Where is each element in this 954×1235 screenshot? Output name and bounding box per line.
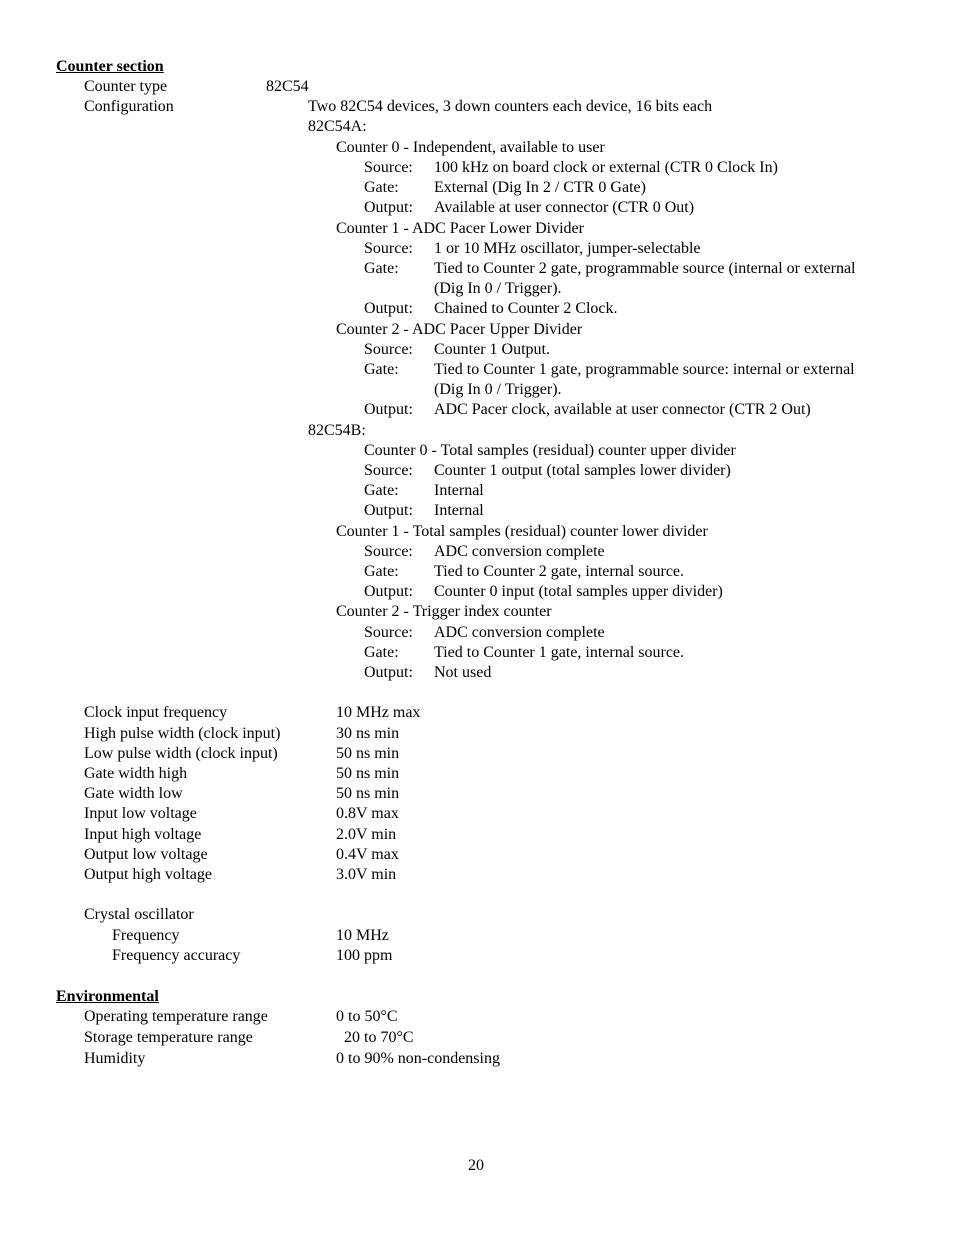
row-key: Source: [364,462,413,479]
spec-value: 0.4V max [336,846,399,863]
spec-label: Input low voltage [84,805,197,822]
spec-value: 30 ns min [336,725,400,742]
row-value: Available at user connector (CTR 0 Out) [434,199,695,216]
spec-label: Storage temperature range [84,1029,253,1046]
spec-value: 0.8V max [336,805,399,822]
row-value: Internal [434,482,484,499]
spec-value: 10 MHz max [336,704,421,721]
spec-label: Gate width low [84,785,183,802]
spec-value: 0 to 90% non-condensing [336,1050,500,1067]
counter-title: Counter 1 - ADC Pacer Lower Divider [336,220,584,237]
counter-title: Counter 0 - Independent, available to user [336,139,605,156]
row-key: Gate: [364,260,399,277]
row-key: Output: [364,401,413,418]
spec-label: Input high voltage [84,826,202,843]
row-key: Gate: [364,361,399,378]
row-key: Gate: [364,644,399,661]
row-key: Output: [364,502,413,519]
row-key: Source: [364,341,413,358]
row-key: Output: [364,583,413,600]
row-value: Tied to Counter 1 gate, programmable source: internal or external [434,361,855,378]
environmental-heading: Environmental [56,988,159,1005]
spec-value: 20 to 70°C [336,1029,414,1046]
spec-value: 10 MHz [336,927,389,944]
crystal-oscillator-label: Crystal oscillator [84,906,194,923]
spec-label: Clock input frequency [84,704,228,721]
row-value: Internal [434,502,484,519]
row-value: Counter 1 Output. [434,341,550,358]
spec-value: 50 ns min [336,765,400,782]
spec-value: 3.0V min [336,866,397,883]
row-key: Output: [364,300,413,317]
configuration-value: Two 82C54 devices, 3 down counters each device, 16 bits each [308,98,713,115]
counter-type-value: 82C54 [266,78,309,95]
row-value: Tied to Counter 2 gate, programmable source (internal or external [434,260,856,277]
row-value: ADC conversion complete [434,543,605,560]
row-value-continued: (Dig In 0 / Trigger). [434,381,562,398]
counter-title: Counter 1 - Total samples (residual) counter lower divider [336,523,708,540]
row-key: Source: [364,624,413,641]
spec-value: 100 ppm [336,947,393,964]
row-value-continued: (Dig In 0 / Trigger). [434,280,562,297]
spec-value: 50 ns min [336,785,400,802]
spec-label: Operating temperature range [84,1008,268,1025]
spec-label: Humidity [84,1050,146,1067]
row-value: Tied to Counter 2 gate, internal source. [434,563,685,580]
device-name: 82C54B: [308,422,366,439]
spec-label: Frequency [112,927,180,944]
row-value: Not used [434,664,492,681]
row-value: Chained to Counter 2 Clock. [434,300,618,317]
row-key: Gate: [364,563,399,580]
row-value: 100 kHz on board clock or external (CTR 0 Clock In) [434,159,778,176]
row-value: External (Dig In 2 / CTR 0 Gate) [434,179,646,196]
row-key: Source: [364,543,413,560]
spec-label: Output low voltage [84,846,208,863]
row-value: 1 or 10 MHz oscillator, jumper-selectable [434,240,701,257]
spec-label: Output high voltage [84,866,212,883]
row-value: Tied to Counter 1 gate, internal source. [434,644,685,661]
row-value: Counter 0 input (total samples upper divider) [434,583,723,600]
row-key: Output: [364,664,413,681]
counter-type-label: Counter type [84,78,168,95]
page-number: 20 [468,1157,484,1174]
counter-title: Counter 2 - ADC Pacer Upper Divider [336,321,583,338]
device-name: 82C54A: [308,118,367,135]
spec-label: High pulse width (clock input) [84,725,281,742]
row-value: Counter 1 output (total samples lower divider) [434,462,731,479]
row-key: Gate: [364,179,399,196]
configuration-label: Configuration [84,98,174,115]
counter-title: Counter 2 - Trigger index counter [336,603,552,620]
spec-label: Gate width high [84,765,188,782]
row-value: ADC Pacer clock, available at user connector (CTR 2 Out) [434,401,811,418]
spec-value: 0 to 50°C [336,1008,398,1025]
counter-section-heading: Counter section [56,58,164,75]
row-key: Source: [364,240,413,257]
counter-title: Counter 0 - Total samples (residual) counter upper divider [364,442,736,459]
row-key: Output: [364,199,413,216]
spec-value: 50 ns min [336,745,400,762]
spec-value: 2.0V min [336,826,397,843]
spec-label: Frequency accuracy [112,947,241,964]
row-value: ADC conversion complete [434,624,605,641]
row-key: Source: [364,159,413,176]
row-key: Gate: [364,482,399,499]
spec-label: Low pulse width (clock input) [84,745,278,762]
